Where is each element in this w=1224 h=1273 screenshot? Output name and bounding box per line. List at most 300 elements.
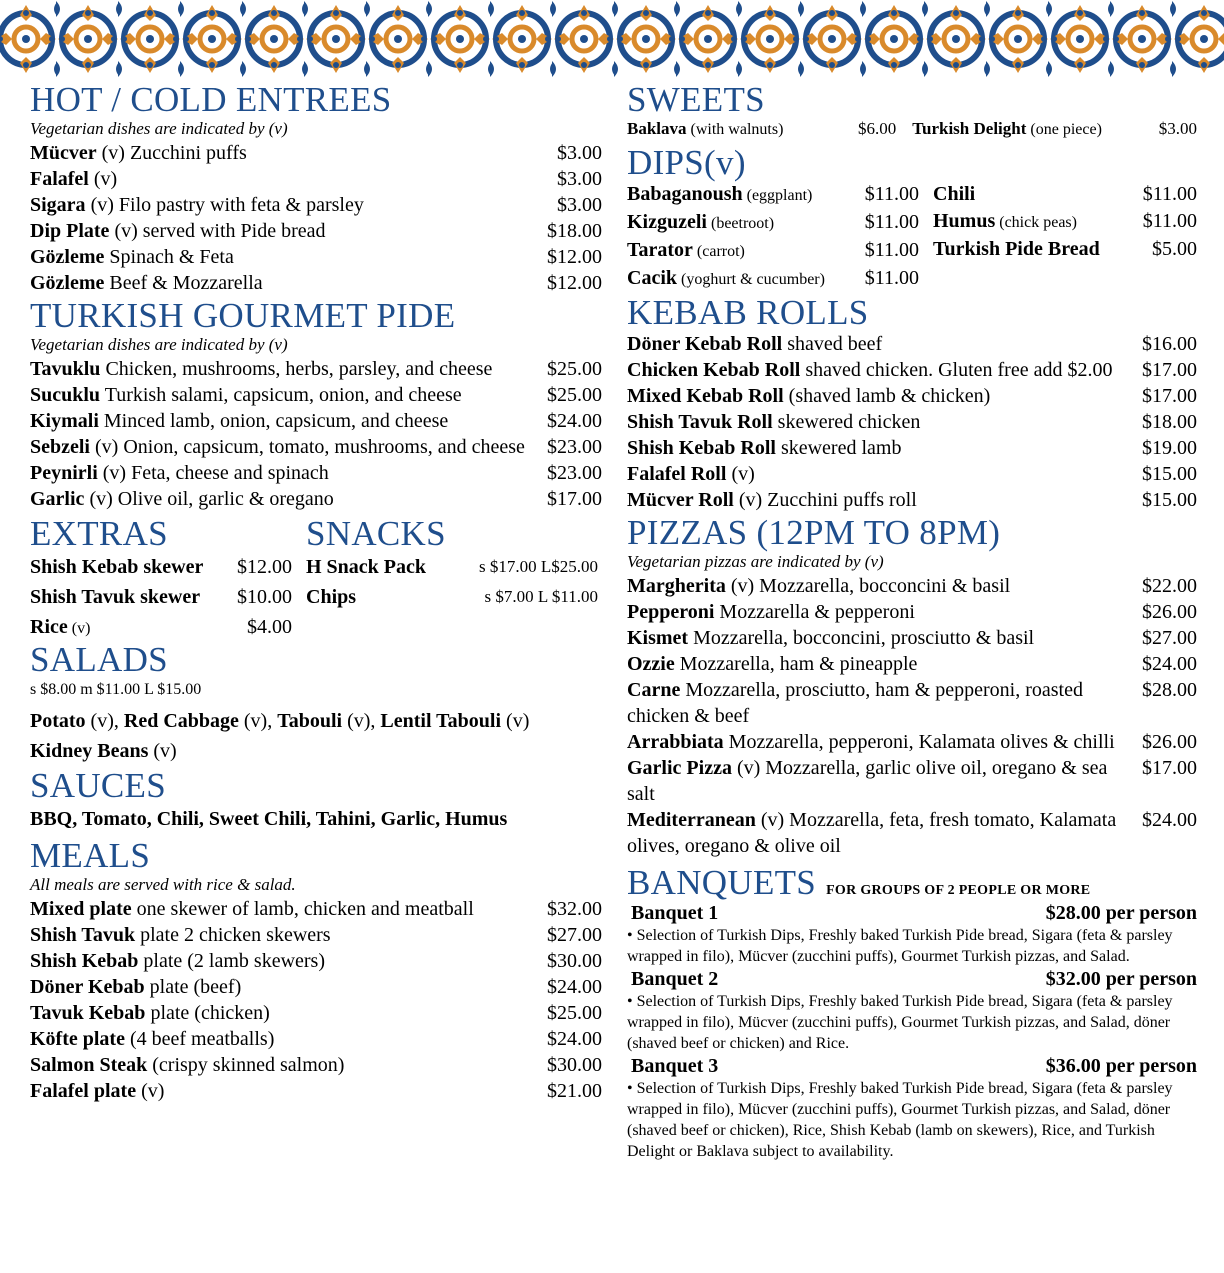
dips-grid [627,181,1197,293]
item-price: $3.00 [557,142,602,164]
item-desc: (v) Filo pastry with feta & parsley [85,194,364,216]
item-name: Potato [30,710,86,732]
menu-item [30,218,602,244]
menu-item [627,807,1197,859]
item-price: $24.00 [547,410,602,432]
tile-motif [490,1,554,77]
section-title-banquets: BANQUETS [627,863,817,902]
item-name: Garlic [30,488,85,510]
item-price: $12.00 [547,246,602,268]
banquet-name: Banquet 2 [631,968,719,990]
item-price: $23.00 [547,462,602,484]
item-name: Tarator [627,239,693,261]
menu-item-text [30,486,547,512]
menu-item [627,209,919,237]
item-price: $11.00 [864,183,919,205]
banquets-subtitle: FOR GROUPS OF 2 PEOPLE OR MORE [826,883,1091,898]
menu-item [30,460,602,486]
item-desc: skewered chicken [772,411,921,433]
section-title-sauces: SAUCES [30,766,167,805]
item-price: $12.00 [547,272,602,294]
item-desc: Mozzarella, prosciutto, ham & pepperoni, roasted chicken & beef [627,679,1083,727]
item-desc: Mozzarella, pepperoni, Kalamata olives & chilli [723,731,1115,753]
menu-item [30,552,292,582]
item-desc: one skewer of lamb, chicken and meatball [131,898,474,920]
menu-item [30,948,602,974]
item-name: Pepperoni [627,601,715,623]
banquet-header [627,967,1197,991]
extras-list [30,552,292,644]
item-name: Mixed plate [30,898,132,920]
menu-item [306,582,598,612]
item-name: Sebzeli [30,436,90,458]
item-name: Lentil Tabouli [380,710,502,732]
menu-item-text [627,409,1142,435]
item-desc: (one piece) [1026,121,1102,138]
menu-item [30,1000,602,1026]
menu-item-text [30,922,547,948]
item-name: Falafel Roll [627,463,727,485]
item-desc: (chick peas) [995,214,1077,231]
tile-motif [862,1,926,77]
left-column [30,82,602,1104]
tile-motif [118,1,182,77]
item-price: $23.00 [547,436,602,458]
menu-item-text [627,237,865,265]
item-name: Mixed Kebab Roll [627,385,784,407]
item-name: Köfte plate [30,1028,125,1050]
meals-note: All meals are served with rice & salad. [30,875,296,894]
sauces-list: BBQ, Tomato, Chili, Sweet Chili, Tahini, Garlic, Humus [30,808,508,830]
tile-banner [0,0,1224,78]
menu-item-text [30,612,247,644]
menu-item-text [30,166,557,192]
menu-item [30,192,602,218]
item-name: Döner Kebab [30,976,145,998]
menu-item [627,383,1197,409]
menu-item-text [30,192,557,218]
tile-motif [1110,1,1174,77]
menu-item-text [627,118,783,141]
menu-item-text [627,209,865,237]
item-name: Dip Plate [30,220,110,242]
item-name: Falafel plate [30,1080,137,1102]
item-name: Chicken Kebab Roll [627,359,801,381]
menu-item [627,331,1197,357]
menu-item [30,166,602,192]
tile-motif [1172,1,1224,77]
tile-motif [986,1,1050,77]
item-name: Shish Kebab Roll [627,437,776,459]
section-title-snacks: SNACKS [306,514,446,553]
extras-section [30,516,292,644]
item-desc: Turkish salami, capsicum, onion, and cheese [100,384,462,406]
section-title-meals: MEALS [30,836,151,875]
item-price: $24.00 [547,976,602,998]
tile-motif [304,1,368,77]
hot-cold-list [30,140,602,296]
item-name: Chips [306,586,357,608]
section-title-dips: DIPS(v) [627,143,746,182]
item-name: Carne [627,679,681,701]
section-title-hot-cold: HOT / COLD ENTREES [30,80,392,119]
item-price: $15.00 [1142,489,1197,511]
vegetarian-note: Vegetarian dishes are indicated by (v) [30,335,288,354]
tile-motif [800,1,864,77]
item-price: $3.00 [557,168,602,190]
item-name: Garlic Pizza [627,757,732,779]
banquets-header [627,865,1197,901]
tile-motif [1048,1,1112,77]
section-title-pizzas: PIZZAS (12PM TO 8PM) [627,513,1001,552]
menu-item [627,118,896,141]
menu-item-text [30,218,547,244]
item-name: Turkish Delight [912,119,1027,138]
tile-motif [552,1,616,77]
item-desc: (shaved lamb & chicken) [783,385,991,407]
item-name: Shish Tavuk [30,924,136,946]
menu-item [30,434,602,460]
item-desc: (v) served with Pide bread [109,220,326,242]
menu-item-text [627,487,1142,513]
item-desc: (with walnuts) [686,121,784,138]
menu-item [627,357,1197,383]
item-price: $27.00 [547,924,602,946]
menu-item-text [30,1000,547,1026]
snacks-list [306,552,598,612]
item-price: $24.00 [547,1028,602,1050]
item-price: $5.00 [1152,238,1197,260]
item-name: Falafel [30,168,89,190]
item-price: $11.00 [864,267,919,289]
salad-sizes: s $8.00 m $11.00 L $15.00 [30,681,202,698]
dips-left [627,181,933,293]
item-desc: Beef & Mozzarella [104,272,263,294]
menu-item-text [627,651,1142,677]
item-name: Humus [933,210,996,232]
item-desc: (v) Mozzarella, bocconcini & basil [725,575,1011,597]
menu-item [306,552,598,582]
item-name: Red Cabbage [123,710,239,732]
item-price: $22.00 [1142,575,1197,597]
item-desc: shaved beef [782,333,883,355]
item-desc: plate (2 lamb skewers) [138,950,325,972]
tile-motif [924,1,988,77]
tile-motif [56,1,120,77]
menu-item-text [30,382,547,408]
menu-item [933,208,1197,236]
pizzas-note: Vegetarian pizzas are indicated by (v) [627,552,884,571]
dips-right [933,181,1197,293]
item-price: $18.00 [547,220,602,242]
item-price: $3.00 [557,194,602,216]
item-price: $11.00 [1142,210,1197,232]
tile-motif [428,1,492,77]
sweets-list [627,118,1197,141]
item-name: Arrabbiata [627,731,724,753]
item-desc: plate (chicken) [145,1002,270,1024]
tile-motif [0,1,58,77]
item-desc: Chicken, mushrooms, herbs, parsley, and cheese [100,358,493,380]
item-price: $11.00 [864,211,919,233]
menu-item [933,236,1197,263]
item-name: Shish Kebab [30,950,139,972]
item-desc: Minced lamb, onion, capsicum, and cheese [98,410,449,432]
item-price: $16.00 [1142,333,1197,355]
item-price: $26.00 [1142,731,1197,753]
banquets-list [627,901,1197,1162]
banquet-price: $28.00 per person [1045,902,1197,924]
item-price: s $7.00 L $11.00 [484,587,598,606]
menu-item [30,1026,602,1052]
tile-motif [242,1,306,77]
banquet-description: • Selection of Turkish Dips, Freshly baked Turkish Pide bread, Sigara (feta & parsley wrapped in filo), Mücver (zucchini puffs), Gourmet Turkish pizzas, and Salad. [627,927,1173,965]
section-title-extras: EXTRAS [30,514,168,553]
item-name: Ozzie [627,653,675,675]
kebab-rolls-list [627,331,1197,513]
item-name: Rice [30,616,68,638]
item-name: Kismet [627,627,689,649]
item-price: $27.00 [1142,627,1197,649]
item-name: Cacik [627,267,677,289]
item-desc: (yoghurt & cucumber) [677,271,825,288]
item-name: H Snack Pack [306,556,427,578]
menu-item-text [627,625,1142,651]
menu-item-text [627,357,1142,383]
item-price: $4.00 [247,616,292,638]
item-desc: (v) [88,168,118,190]
item-price: $11.00 [1142,183,1197,205]
menu-item-text [627,181,865,209]
item-name: Babaganoush [627,183,743,205]
menu-item-text [627,435,1142,461]
item-desc: (v) Olive oil, garlic & oregano [84,488,334,510]
menu-item [627,599,1197,625]
item-price: $6.00 [857,119,897,138]
item-desc: Mozzarella, bocconcini, prosciutto & basil [688,627,1035,649]
item-desc: skewered lamb [775,437,902,459]
item-price: $17.00 [1142,359,1197,381]
menu-item-text [627,807,1142,859]
item-desc: (v) [501,710,530,732]
menu-item [30,612,292,644]
menu-item [627,265,919,293]
menu-item-text [30,552,237,582]
item-desc: (v) Mozzarella, garlic olive oil, oregano & sea salt [627,757,1108,805]
section-title-pide: TURKISH GOURMET PIDE [30,296,456,335]
tile-motif [676,1,740,77]
item-price: $32.00 [547,898,602,920]
menu-item-text [30,948,547,974]
menu-item [30,974,602,1000]
menu-item [30,486,602,512]
menu-item-text [30,582,237,612]
item-desc: (beetroot) [706,215,775,232]
meals-list [30,896,602,1104]
tile-motif [614,1,678,77]
item-name: Gözleme [30,272,105,294]
banquet-header [627,1054,1197,1078]
item-name: Shish Kebab skewer [30,556,204,578]
snacks-section [306,516,598,612]
menu-item [627,625,1197,651]
item-name: Tavuklu [30,358,101,380]
item-desc: (v) Mozzarella, feta, fresh tomato, Kalamata olives, oregano & olive oil [627,809,1117,857]
tile-motif [738,1,802,77]
item-name: Shish Tavuk Roll [627,411,773,433]
menu-item-text [30,270,547,296]
pizzas-list [627,573,1197,859]
item-price: $10.00 [237,586,292,608]
item-desc: plate 2 chicken skewers [135,924,331,946]
banquet-price: $36.00 per person [1045,1055,1197,1077]
item-name: Tabouli [277,710,343,732]
item-price: $21.00 [547,1080,602,1102]
menu-item [627,729,1197,755]
menu-item [627,651,1197,677]
item-price: $26.00 [1142,601,1197,623]
item-desc: (v) [67,620,91,637]
menu-item-text [30,434,547,460]
item-desc: (4 beef meatballs) [124,1028,275,1050]
pide-list [30,356,602,512]
menu-item [627,487,1197,513]
item-name: Gözleme [30,246,105,268]
menu-item-text [933,208,1143,236]
item-desc: (v) Zucchini puffs [96,142,247,164]
item-price: s $17.00 L$25.00 [479,557,598,576]
menu-item [30,140,602,166]
item-desc: (v) [148,740,177,762]
item-name: Margherita [627,575,726,597]
item-price: $17.00 [1142,385,1197,407]
menu-item [627,573,1197,599]
menu-item-text [933,181,1143,208]
banquet-price: $32.00 per person [1045,968,1197,990]
item-desc: (eggplant) [742,187,813,204]
menu-item [30,382,602,408]
item-price: $24.00 [1142,809,1197,831]
menu-item [30,356,602,382]
menu-item-text [30,356,547,382]
item-name: Chili [933,183,976,205]
banquet-name: Banquet 1 [631,902,719,924]
banquet-description: • Selection of Turkish Dips, Freshly baked Turkish Pide bread, Sigara (feta & parsley wrapped in filo), Mücver (zucchini puffs), Gourmet Turkish pizzas, and Salad, döner (shaved beef or chicken), Rice, Shish Kebab (lamb on skewers), Rice, and Turkish Delight or Baklava subject to availability. [627,1080,1173,1160]
menu-item [30,408,602,434]
item-desc: (v) [136,1080,165,1102]
banquet-name: Banquet 3 [631,1055,719,1077]
tile-motif [180,1,244,77]
item-name: Salmon Steak [30,1054,148,1076]
menu-item [627,461,1197,487]
item-name: Mücver Roll [627,489,734,511]
menu-item-text [30,244,547,270]
item-price: $30.00 [547,1054,602,1076]
item-name: Turkish Pide Bread [933,238,1100,260]
item-price: $30.00 [547,950,602,972]
item-desc: (v) [726,463,755,485]
menu-item [30,582,292,612]
item-name: Döner Kebab Roll [627,333,783,355]
item-name: Baklava [627,119,687,138]
item-name: Mücver [30,142,97,164]
item-price: $11.00 [864,239,919,261]
menu-item-text [627,331,1142,357]
menu-item-text [30,1078,547,1104]
item-desc: (v), [238,710,278,732]
menu-item-text [627,729,1142,755]
salad-list [30,736,602,766]
menu-item [627,409,1197,435]
item-price: $25.00 [547,384,602,406]
menu-item [30,1078,602,1104]
menu-item-text [912,118,1102,141]
item-desc: (v), [342,710,381,732]
banquet-description: • Selection of Turkish Dips, Freshly baked Turkish Pide bread, Sigara (feta & parsley wrapped in filo), Mücver (zucchini puffs), Gourmet Turkish pizzas, and Salad, döner (shaved beef or chicken) and Rice. [627,993,1173,1052]
menu-item-text [30,140,557,166]
salad-list [30,706,602,736]
menu-item [627,677,1197,729]
menu-item-text [627,265,865,293]
item-price: $15.00 [1142,463,1197,485]
item-desc: (carrot) [692,243,745,260]
item-name: Sucuklu [30,384,101,406]
item-desc: shaved chicken. Gluten free add $2.00 [800,359,1113,381]
menu-item-text [627,573,1142,599]
item-price: $24.00 [1142,653,1197,675]
item-desc: Mozzarella & pepperoni [714,601,915,623]
menu-item [30,244,602,270]
menu-item [627,237,919,265]
item-desc: (v) Onion, capsicum, tomato, mushrooms, and cheese [90,436,525,458]
section-title-sweets: SWEETS [627,80,765,119]
menu-item-text [627,755,1142,807]
menu-item-text [30,408,547,434]
item-price: $3.00 [1158,119,1197,138]
menu-item [627,435,1197,461]
item-price: $18.00 [1142,411,1197,433]
item-name: Kidney Beans [30,740,149,762]
menu-item-text [627,599,1142,625]
item-price: $17.00 [547,488,602,510]
section-title-kebab-rolls: KEBAB ROLLS [627,293,869,332]
menu-item [30,922,602,948]
menu-item [30,270,602,296]
item-name: Mediterranean [627,809,756,831]
menu-item [912,118,1197,141]
item-desc: (v), [85,710,124,732]
item-price: $17.00 [1142,757,1197,779]
menu-item [30,1052,602,1078]
item-price: $28.00 [1142,679,1197,701]
menu-item [627,755,1197,807]
menu-item [627,181,919,209]
menu-item-text [30,1052,547,1078]
menu-item-text [30,896,547,922]
item-name: Peynirli [30,462,98,484]
item-desc: Mozzarella, ham & pineapple [674,653,918,675]
extras-snacks [30,516,602,642]
item-price: $25.00 [547,1002,602,1024]
item-name: Tavuk Kebab [30,1002,146,1024]
menu-item-text [627,383,1142,409]
item-price: $12.00 [237,556,292,578]
section-title-salads: SALADS [30,640,168,679]
item-name: Shish Tavuk skewer [30,586,201,608]
menu-item-text [30,1026,547,1052]
item-name: Sigara [30,194,86,216]
item-desc: (v) Feta, cheese and spinach [97,462,329,484]
